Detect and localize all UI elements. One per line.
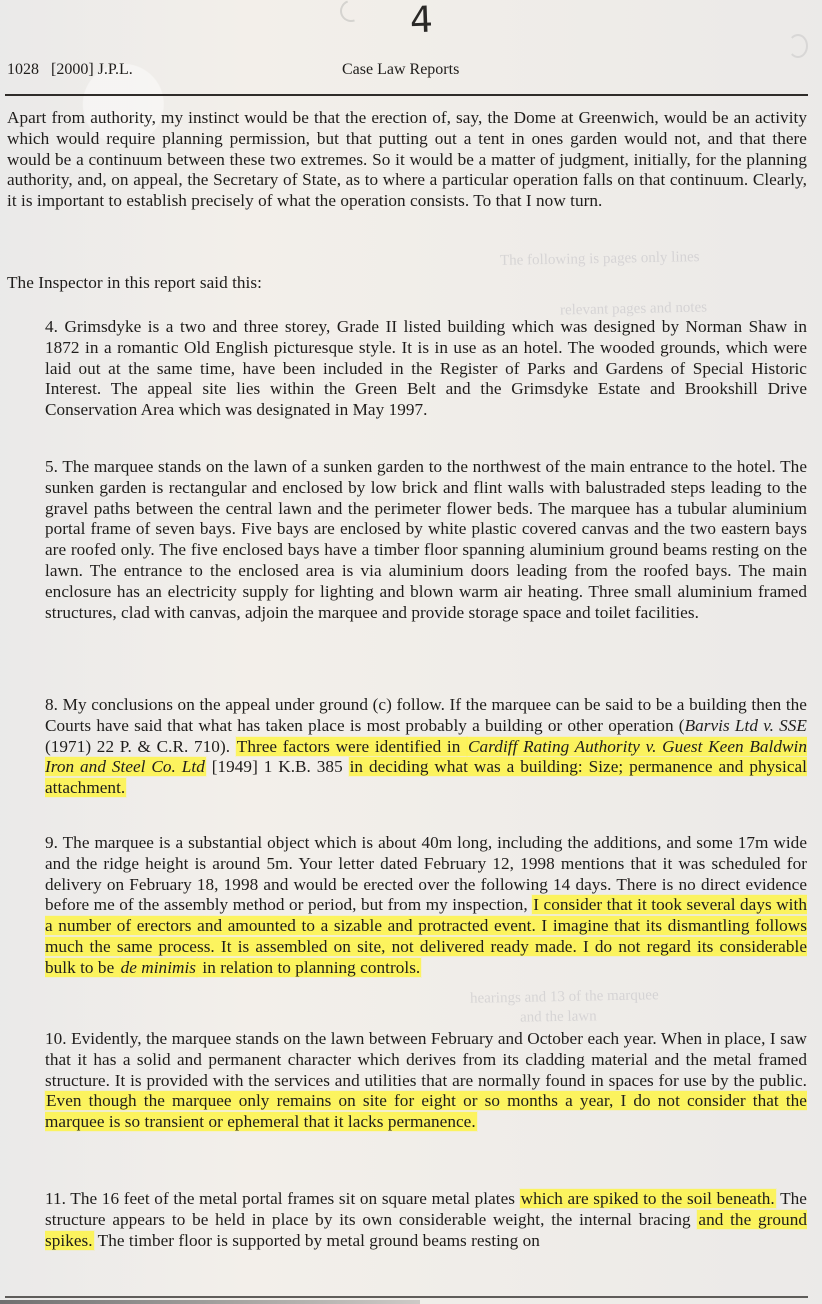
- page-header: [7, 61, 807, 83]
- footer-divider: [5, 1296, 808, 1298]
- scan-artifact-right: [788, 34, 808, 58]
- footer-scan-strip: [0, 1300, 420, 1304]
- paragraph-11: [45, 1189, 807, 1251]
- scan-artifact-left: [336, 0, 365, 26]
- intro-paragraph: Apart from authority, my instinct would be that the erection of, say, the Dome at Greenwich, would be an activity which would require planning permission, but that putting out a tent in ones garden would not, and that there would be a continuum between these two extremes. So it would be a matter of judgment, initially, for the planning authority, and, on appeal, the Secretary of State, as to where a particular operation falls on that continuum. Clearly, it is important to establish precisely of what the operation consists. To that I now turn.: [7, 108, 807, 211]
- bleed-through-text-3: hearings and 13 of the marquee: [469, 987, 659, 1007]
- bleed-through-text-4: and the lawn: [519, 1008, 597, 1026]
- paragraph-11-text-c: The timber floor is supported by metal ground beams resting on: [93, 1230, 540, 1250]
- handwritten-page-number: 4: [409, 0, 434, 42]
- paragraph-10-highlight: Even though the marquee only remains on site for eight or so months a year, I do not consider that the marquee is so transient or ephemeral that it lacks permanence.: [45, 1091, 807, 1132]
- paragraph-11-highlight-2: and the ground spikes.: [45, 1209, 807, 1250]
- paragraph-10: [45, 1029, 807, 1133]
- header-title: Case Law Reports: [342, 61, 460, 78]
- paragraph-8-case-2: Cardiff Rating Authority v. Guest Keen Baldwin Iron and Steel Co. Ltd: [45, 736, 807, 777]
- paragraph-8-highlight-2: in deciding what was a building: Size; permanence and physical attachment.: [45, 757, 807, 798]
- paragraph-11-text-a: 11. The 16 feet of the metal portal frames sit on square metal plates: [45, 1189, 520, 1208]
- paragraph-4: 4. Grimsdyke is a two and three storey, Grade II listed building which was designed by Norman Shaw in 1872 in a romantic Old English picturesque style. It is in use as an hotel. The wooded grounds, which were laid out at the same time, have been included in the Register of Parks and Gardens of Special Historic Interest. The appeal site lies within the Green Belt and the Grimsdyke Estate and Brookshill Drive Conservation Area which was designated in May 1997.: [45, 317, 807, 420]
- paragraph-8: [45, 695, 807, 799]
- header-divider: [5, 94, 808, 96]
- paragraph-9: [45, 833, 807, 979]
- paragraph-8-text-a: 8. My conclusions on the appeal under ground (c) follow. If the marquee can be said to be a building then the Courts have said that what has taken place is most probably a building or other operation (: [45, 695, 807, 735]
- header-citation: 1028 [2000] J.P.L.: [7, 61, 133, 78]
- paragraph-9-highlight-a: I consider that it took several days with a number of erectors and amounted to a sizable and protracted event. I imagine that its dismantling follows much the same process. It is assembled on site, not delivered ready made. I do not regard its considerable bulk to be: [45, 895, 807, 977]
- paragraph-8-highlight-1: Three factors were identified in: [236, 736, 467, 756]
- paragraph-8-text-c: [1949] 1 K.B. 385: [205, 757, 349, 777]
- paragraph-5: 5. The marquee stands on the lawn of a sunken garden to the northwest of the main entrance to the hotel. The sunken garden is rectangular and enclosed by low brick and flint walls with balustraded steps leading to the gravel paths between the central lawn and the perimeter flower beds. The marquee has a tubular aluminium portal frame of seven bays. Five bays are enclosed by white plastic covered canvas and the two eastern bays are roofed only. The five enclosed bays have a timber floor spanning aluminium ground beams resting on the lawn. The entrance to the enclosed area is via aluminium doors leading from the roofed bays. The main enclosure has an electricity supply for lighting and blown warm air heating. Three small aluminium framed structures, clad with canvas, adjoin the marquee and provide storage space and toilet facilities.: [45, 457, 807, 622]
- paragraph-9-highlight-b: in relation to planning controls.: [198, 957, 421, 977]
- paragraph-8-text-b: (1971) 22 P. & C.R. 710).: [45, 736, 236, 756]
- paragraph-11-text-b: The structure appears to be held in place by its own considerable weight, the internal bracing: [45, 1189, 807, 1229]
- bleed-through-text-2: relevant pages and notes: [559, 299, 708, 319]
- bleed-through-text-1: The following is pages only lines: [499, 249, 700, 269]
- paragraph-10-text-a: 10. Evidently, the marquee stands on the lawn between February and October each year. When in place, I saw that it has a solid and permanent character which derives from its cladding material and the metal framed structure. It is provided with the services and utilities that are normally found in spaces for use by the public.: [45, 1029, 807, 1090]
- paragraph-9-latin-term: de minimis: [120, 957, 197, 977]
- inspector-lead-paragraph: The Inspector in this report said this:: [7, 273, 262, 292]
- paragraph-9-text-a: 9. The marquee is a substantial object which is about 40m long, including the additions, and some 17m wide and the ridge height is around 5m. Your letter dated February 12, 1998 mentions that it was scheduled for delivery on February 18, 1998 and would be erected over the following 14 days. There is no direct evidence before me of the assembly method or period, but from my inspection,: [45, 833, 807, 915]
- paragraph-11-highlight-1: which are spiked to the soil beneath.: [520, 1189, 775, 1208]
- paragraph-8-case-1: Barvis Ltd v. SSE: [684, 715, 807, 735]
